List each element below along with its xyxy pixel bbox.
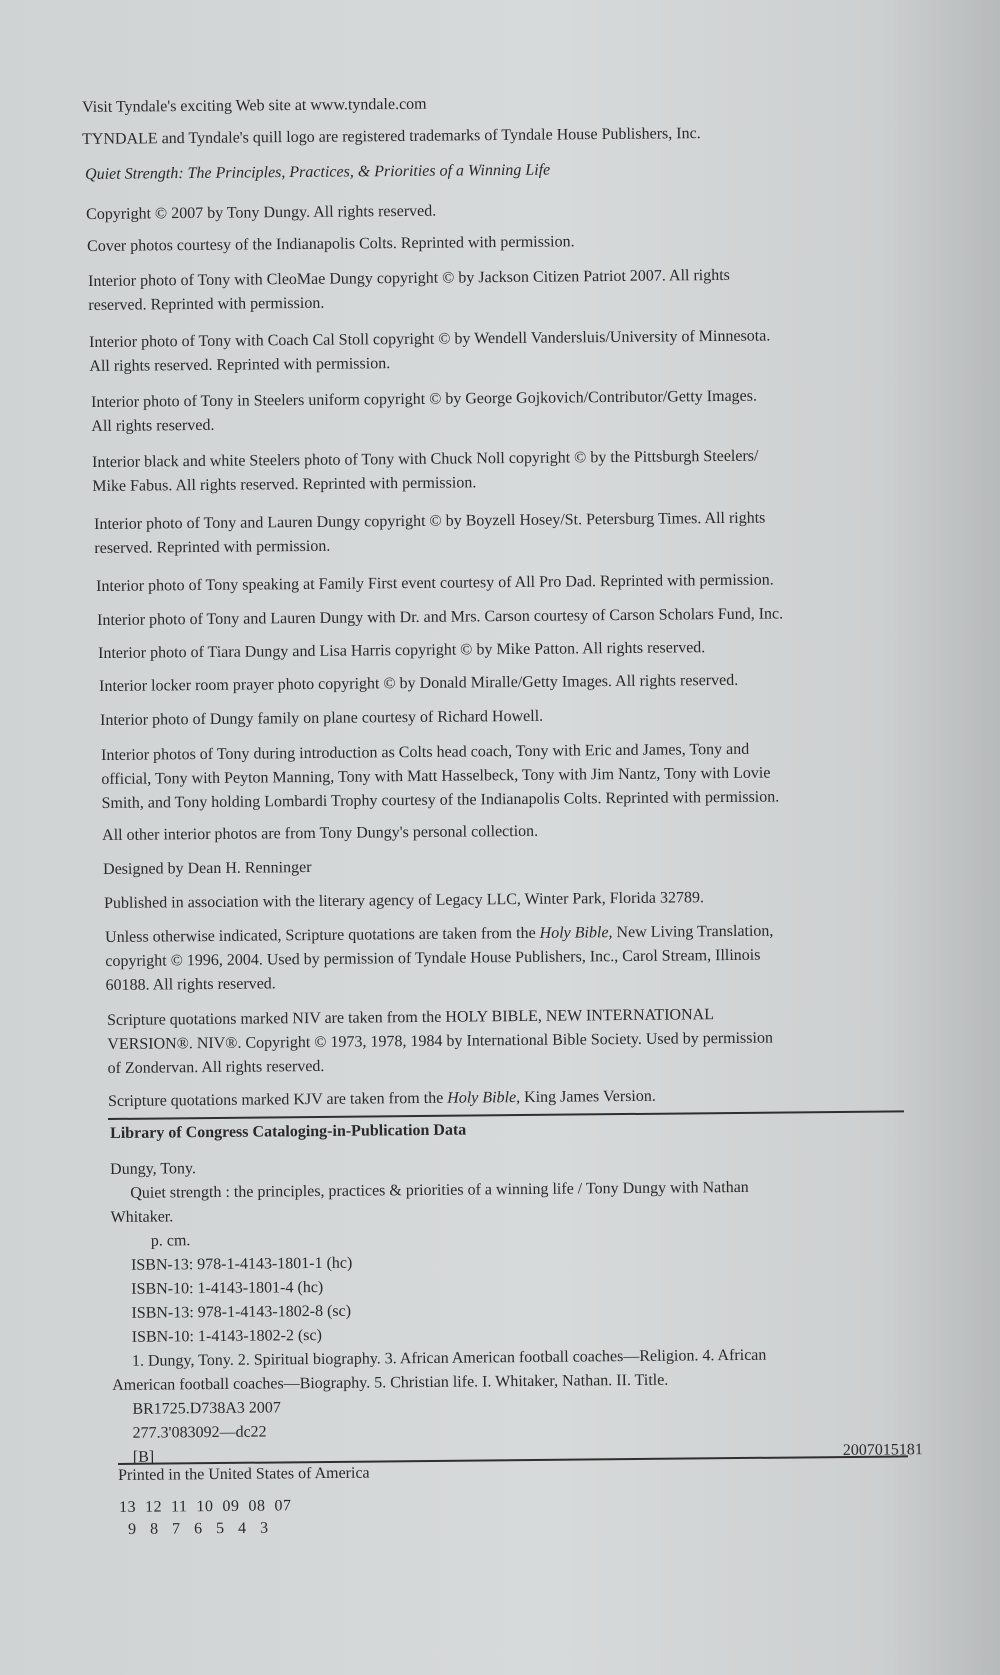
photo-credit-6: Interior photo of Tony speaking at Family First event courtesy of All Pro Dad. Reprinted with permission. <box>96 571 774 595</box>
photo-credit-5 <box>94 505 914 561</box>
book-title: Quiet Strength: The Principles, Practices, & Priorities of a Winning Life <box>85 161 551 183</box>
photo-credit-11-line-3: Smith, and Tony holding Lombardi Trophy courtesy of the Indianapolis Colts. Reprinted with permission. <box>101 788 780 812</box>
photo-credit-3 <box>91 383 911 439</box>
photo-credit-4-line-1: Interior black and white Steelers photo of Tony with Chuck Noll copyright © by the Pittsburgh Steelers/ <box>92 447 759 471</box>
trademark-line: TYNDALE and Tyndale's quill logo are registered trademarks of Tyndale House Publishers, Inc. <box>82 125 701 148</box>
cip-pcm: p. cm. <box>150 1232 191 1250</box>
photo-credit-1-line-2: reserved. Reprinted with permission. <box>88 294 325 314</box>
print-line-years: 13 12 11 10 09 08 07 <box>119 1497 292 1516</box>
cip-dewey: 277.3'083092—dc22 <box>132 1423 267 1442</box>
website-line: Visit Tyndale's exciting Web site at www.tyndale.com <box>82 95 427 116</box>
cip-description-line-2: Whitaker. <box>110 1208 174 1226</box>
print-line-impressions: 9 8 7 6 5 4 3 <box>128 1519 269 1538</box>
cover-photos-credit: Cover photos courtesy of the Indianapolis Colts. Reprinted with permission. <box>87 233 575 255</box>
cip-block <box>110 1150 933 1470</box>
cip-bracket: [B] <box>132 1448 155 1466</box>
photo-credit-7: Interior photo of Tony and Lauren Dungy with Dr. and Mrs. Carson courtesy of Carson Scholars Fund, Inc. <box>97 605 784 629</box>
photo-credit-8: Interior photo of Tiara Dungy and Lisa Harris copyright © by Mike Patton. All rights reserved. <box>98 639 706 662</box>
cip-description-line-1: Quiet strength : the principles, practices & priorities of a winning life / Tony Dungy with Nathan <box>130 1178 749 1202</box>
niv-notice-line-1: Scripture quotations marked NIV are taken from the HOLY BIBLE, NEW INTERNATIONAL <box>107 1006 715 1029</box>
photo-credit-4 <box>92 443 912 499</box>
niv-notice-line-2: VERSION®. NIV®. Copyright © 1973, 1978, 1984 by International Bible Society. Used by permission <box>107 1029 773 1053</box>
photo-credit-2-line-2: All rights reserved. Reprinted with permission. <box>89 355 391 375</box>
nlt-notice-line-3: 60188. All rights reserved. <box>105 975 276 994</box>
photo-credit-11-line-2: official, Tony with Peyton Manning, Tony with Matt Hasselbeck, Tony with Jim Nantz, Tony with Lovie <box>101 764 771 788</box>
cip-subjects-line-2: American football coaches—Biography. 5. Christian life. I. Whitaker, Nathan. II. Title. <box>112 1371 669 1394</box>
published-line: Published in association with the literary agency of Legacy LLC, Winter Park, Florida 32789. <box>104 889 704 912</box>
cip-subjects-line-1: 1. Dungy, Tony. 2. Spiritual biography. 3. African American football coaches—Religion. 4. African <box>131 1346 767 1370</box>
book-title-line <box>85 155 905 187</box>
cip-isbn: ISBN-13: 978-1-4143-1801-1 (hc) <box>130 1254 353 1274</box>
photo-credit-11 <box>101 736 922 816</box>
photo-credit-2-line-1: Interior photo of Tony with Coach Cal Stoll copyright © by Wendell Vandersluis/University of Minnesota. <box>89 327 771 351</box>
other-photos-line: All other interior photos are from Tony Dungy's personal collection. <box>102 822 539 844</box>
photo-credit-10: Interior photo of Dungy family on plane courtesy of Richard Howell. <box>100 707 544 729</box>
photo-credit-11-line-1: Interior photos of Tony during introduction as Colts head coach, Tony with Eric and James, Tony and <box>101 740 750 764</box>
cip-isbn: ISBN-13: 978-1-4143-1802-8 (sc) <box>131 1302 352 1322</box>
niv-notice <box>107 1001 928 1081</box>
niv-notice-line-3: of Zondervan. All rights reserved. <box>107 1057 325 1077</box>
photo-credit-2 <box>89 323 909 379</box>
photo-credit-3-line-1: Interior photo of Tony in Steelers uniform copyright © by George Gojkovich/Contributor/Getty Images. <box>91 387 758 411</box>
photo-credit-1-line-1: Interior photo of Tony with CleoMae Dungy copyright © by Jackson Citizen Patriot 2007. All rights <box>88 266 730 290</box>
cip-call-number: BR1725.D738A3 2007 <box>132 1399 281 1418</box>
nlt-notice-line-1: Unless otherwise indicated, Scripture quotations are taken from the Holy Bible, New Living Translation, <box>105 922 774 946</box>
photo-credit-3-line-2: All rights reserved. <box>91 416 215 435</box>
designed-by-line: Designed by Dean H. Renninger <box>103 858 312 878</box>
copyright-line: Copyright © 2007 by Tony Dungy. All rights reserved. <box>86 202 437 223</box>
kjv-notice: Scripture quotations marked KJV are taken from the Holy Bible, King James Version. <box>108 1087 656 1110</box>
photo-credit-5-line-2: reserved. Reprinted with permission. <box>94 537 331 557</box>
cip-lccn: 2007015181 <box>842 1441 923 1459</box>
cip-title: Library of Congress Cataloging-in-Publication Data <box>110 1121 467 1142</box>
cip-author: Dungy, Tony. <box>110 1160 197 1178</box>
nlt-notice-line-2: copyright © 1996, 2004. Used by permission of Tyndale House Publishers, Inc., Carol Stream, Illinois <box>105 946 761 970</box>
photo-credit-5-line-1: Interior photo of Tony and Lauren Dungy copyright © by Boyzell Hosey/St. Petersburg Times. All rights <box>94 509 766 533</box>
photo-credit-4-line-2: Mike Fabus. All rights reserved. Reprinted with permission. <box>92 474 477 495</box>
cip-isbn: ISBN-10: 1-4143-1801-4 (hc) <box>131 1278 324 1298</box>
cip-isbn: ISBN-10: 1-4143-1802-2 (sc) <box>131 1326 322 1346</box>
photo-credit-1 <box>88 262 908 318</box>
nlt-notice <box>105 918 926 998</box>
printed-line: Printed in the United States of America <box>118 1464 370 1484</box>
photo-credit-9: Interior locker room prayer photo copyright © by Donald Miralle/Getty Images. All rights reserved. <box>99 671 739 695</box>
